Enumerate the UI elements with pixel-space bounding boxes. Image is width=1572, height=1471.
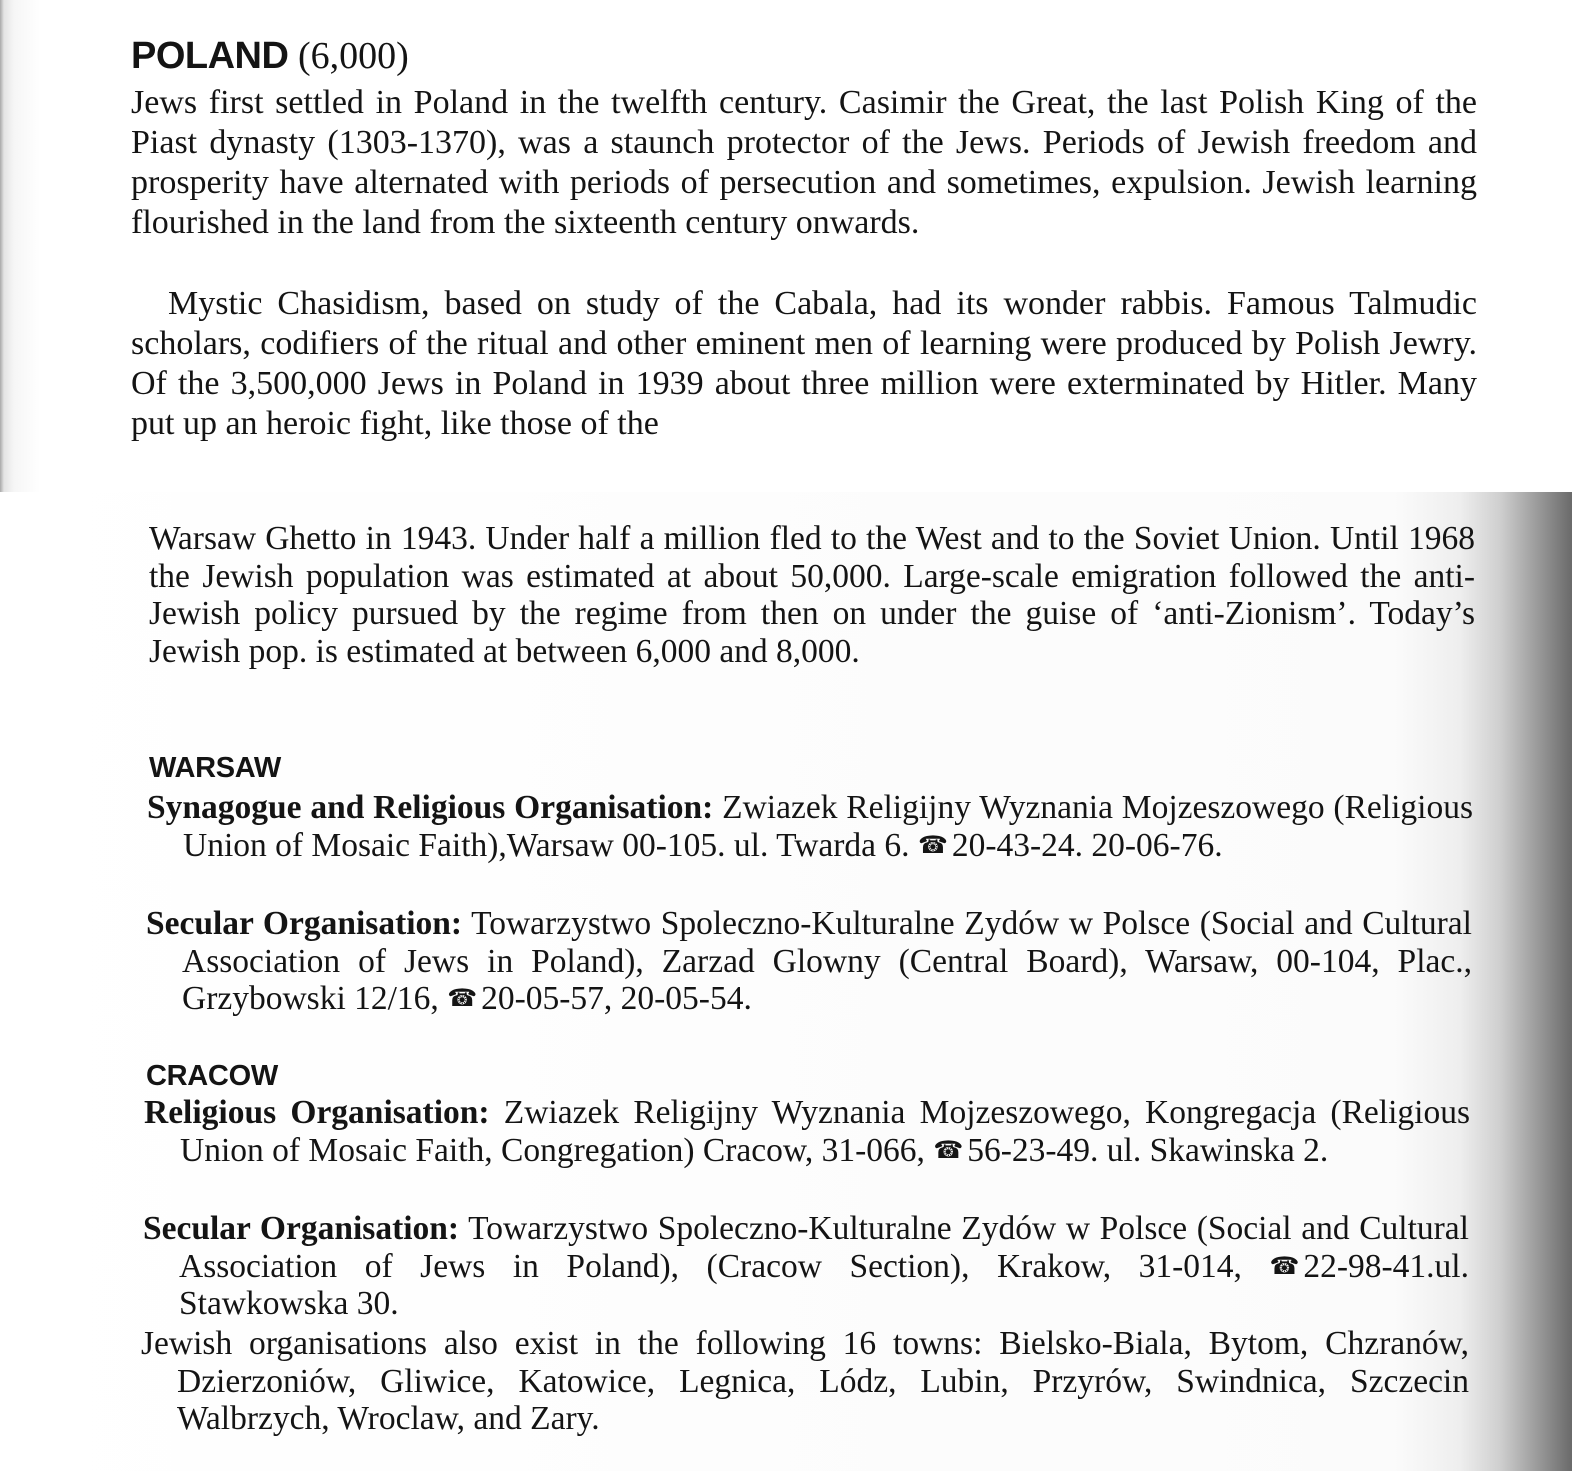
- entry-phone: 56-23-49.: [967, 1131, 1099, 1169]
- country-name: POLAND: [131, 35, 289, 77]
- entry-phone: 20-43-24. 20-06-76.: [951, 826, 1223, 864]
- cracow-heading: CRACOW: [146, 1060, 278, 1092]
- cracow-religious-entry: [144, 1094, 1470, 1169]
- entry-phone: 20-05-57, 20-05-54.: [481, 980, 752, 1017]
- entry-text: Zwiazek Religijny Wyznania Mojzeszowego (Religious Union of Mosaic Faith),Warsaw 00-105. ul. Twarda 6.: [183, 789, 1473, 864]
- intro-paragraph-history: Jews first settled in Poland in the twelfth century. Casimir the Great, the last Polish King of the Piast dynasty (1303-1370), was a staunch protector of the Jews. Periods of Jewish freedom and prosperity have alternated with periods of persecution and sometimes, expulsion. Jewish learning flourished in the land from the sixteenth century onwards.: [131, 84, 1477, 241]
- page-lower-strip: [0, 492, 1572, 1471]
- entry-text: Towarzystwo Spoleczno-Kulturalne Zydów w Polsce (Social and Cultural Association of Jews in Poland), Zarzad Glowny (Central Board), Warsaw, 00-104, Plac., Grzybowski 12/16,: [182, 905, 1472, 1017]
- country-population: (6,000): [297, 35, 409, 77]
- entry-label: Synagogue and Religious Organisation:: [147, 789, 714, 826]
- telephone-icon: ☎: [447, 984, 478, 1012]
- entry-label: Secular Organisation:: [146, 905, 463, 942]
- warsaw-secular-entry: [146, 905, 1472, 1018]
- entry-text: Towarzystwo Spoleczno-Kulturalne Zydów w Polsce (Social and Cultural Association of Jews in Poland), (Cracow Section), Krakow, 31-014,: [179, 1210, 1469, 1285]
- intro-paragraph-modern: Warsaw Ghetto in 1943. Under half a million fled to the West and to the Soviet Union. Until 1968 the Jewish population was estimated at about 50,000. Large-scale emigration followed the anti-Jewish policy pursued by the regime from then on under the guise of ‘anti-Zionism’. Today’s Jewish pop. is estimated at between 6,000 and 8,000.: [149, 520, 1475, 670]
- entry-text: Zwiazek Religijny Wyznania Mojzeszowego, Kongregacja (Religious Union of Mosaic Faith, Congregation) Cracow, 31-066,: [180, 1094, 1471, 1169]
- entry-phone: 22-98-41.ul. Stawkowska 30.: [179, 1247, 1469, 1322]
- telephone-icon: ☎: [1269, 1251, 1300, 1280]
- country-title: [131, 32, 409, 80]
- entry-label: Secular Organisation:: [143, 1210, 460, 1247]
- telephone-icon: ☎: [933, 1135, 964, 1164]
- warsaw-heading: WARSAW: [149, 752, 281, 784]
- other-towns-entry: Jewish organisations also exist in the following 16 towns: Bielsko-Biala, Bytom, Chzranów, Dzierzoniów, Gliwice, Katowice, Legnica, Lódz, Lubin, Przyrów, Swindnica, Szczecin Walbrzych, Wroclaw, and Zary.: [141, 1325, 1469, 1437]
- cracow-secular-entry: [143, 1210, 1469, 1323]
- intro-paragraph-learning: Mystic Chasidism, based on study of the Cabala, had its wonder rabbis. Famous Talmudic scholars, codifiers of the ritual and other eminent men of learning were produced by Polish Jewry. Of the 3,500,000 Jews in Poland in 1939 about three million were exterminated by Hitler. Many put up an heroic fight, like those of the: [131, 285, 1477, 442]
- entry-address: ul. Skawinska 2.: [1098, 1131, 1329, 1169]
- warsaw-synagogue-entry: [147, 789, 1473, 864]
- entry-label: Religious Organisation:: [144, 1094, 490, 1131]
- telephone-icon: ☎: [917, 830, 948, 859]
- page-upper-strip: [0, 0, 1572, 492]
